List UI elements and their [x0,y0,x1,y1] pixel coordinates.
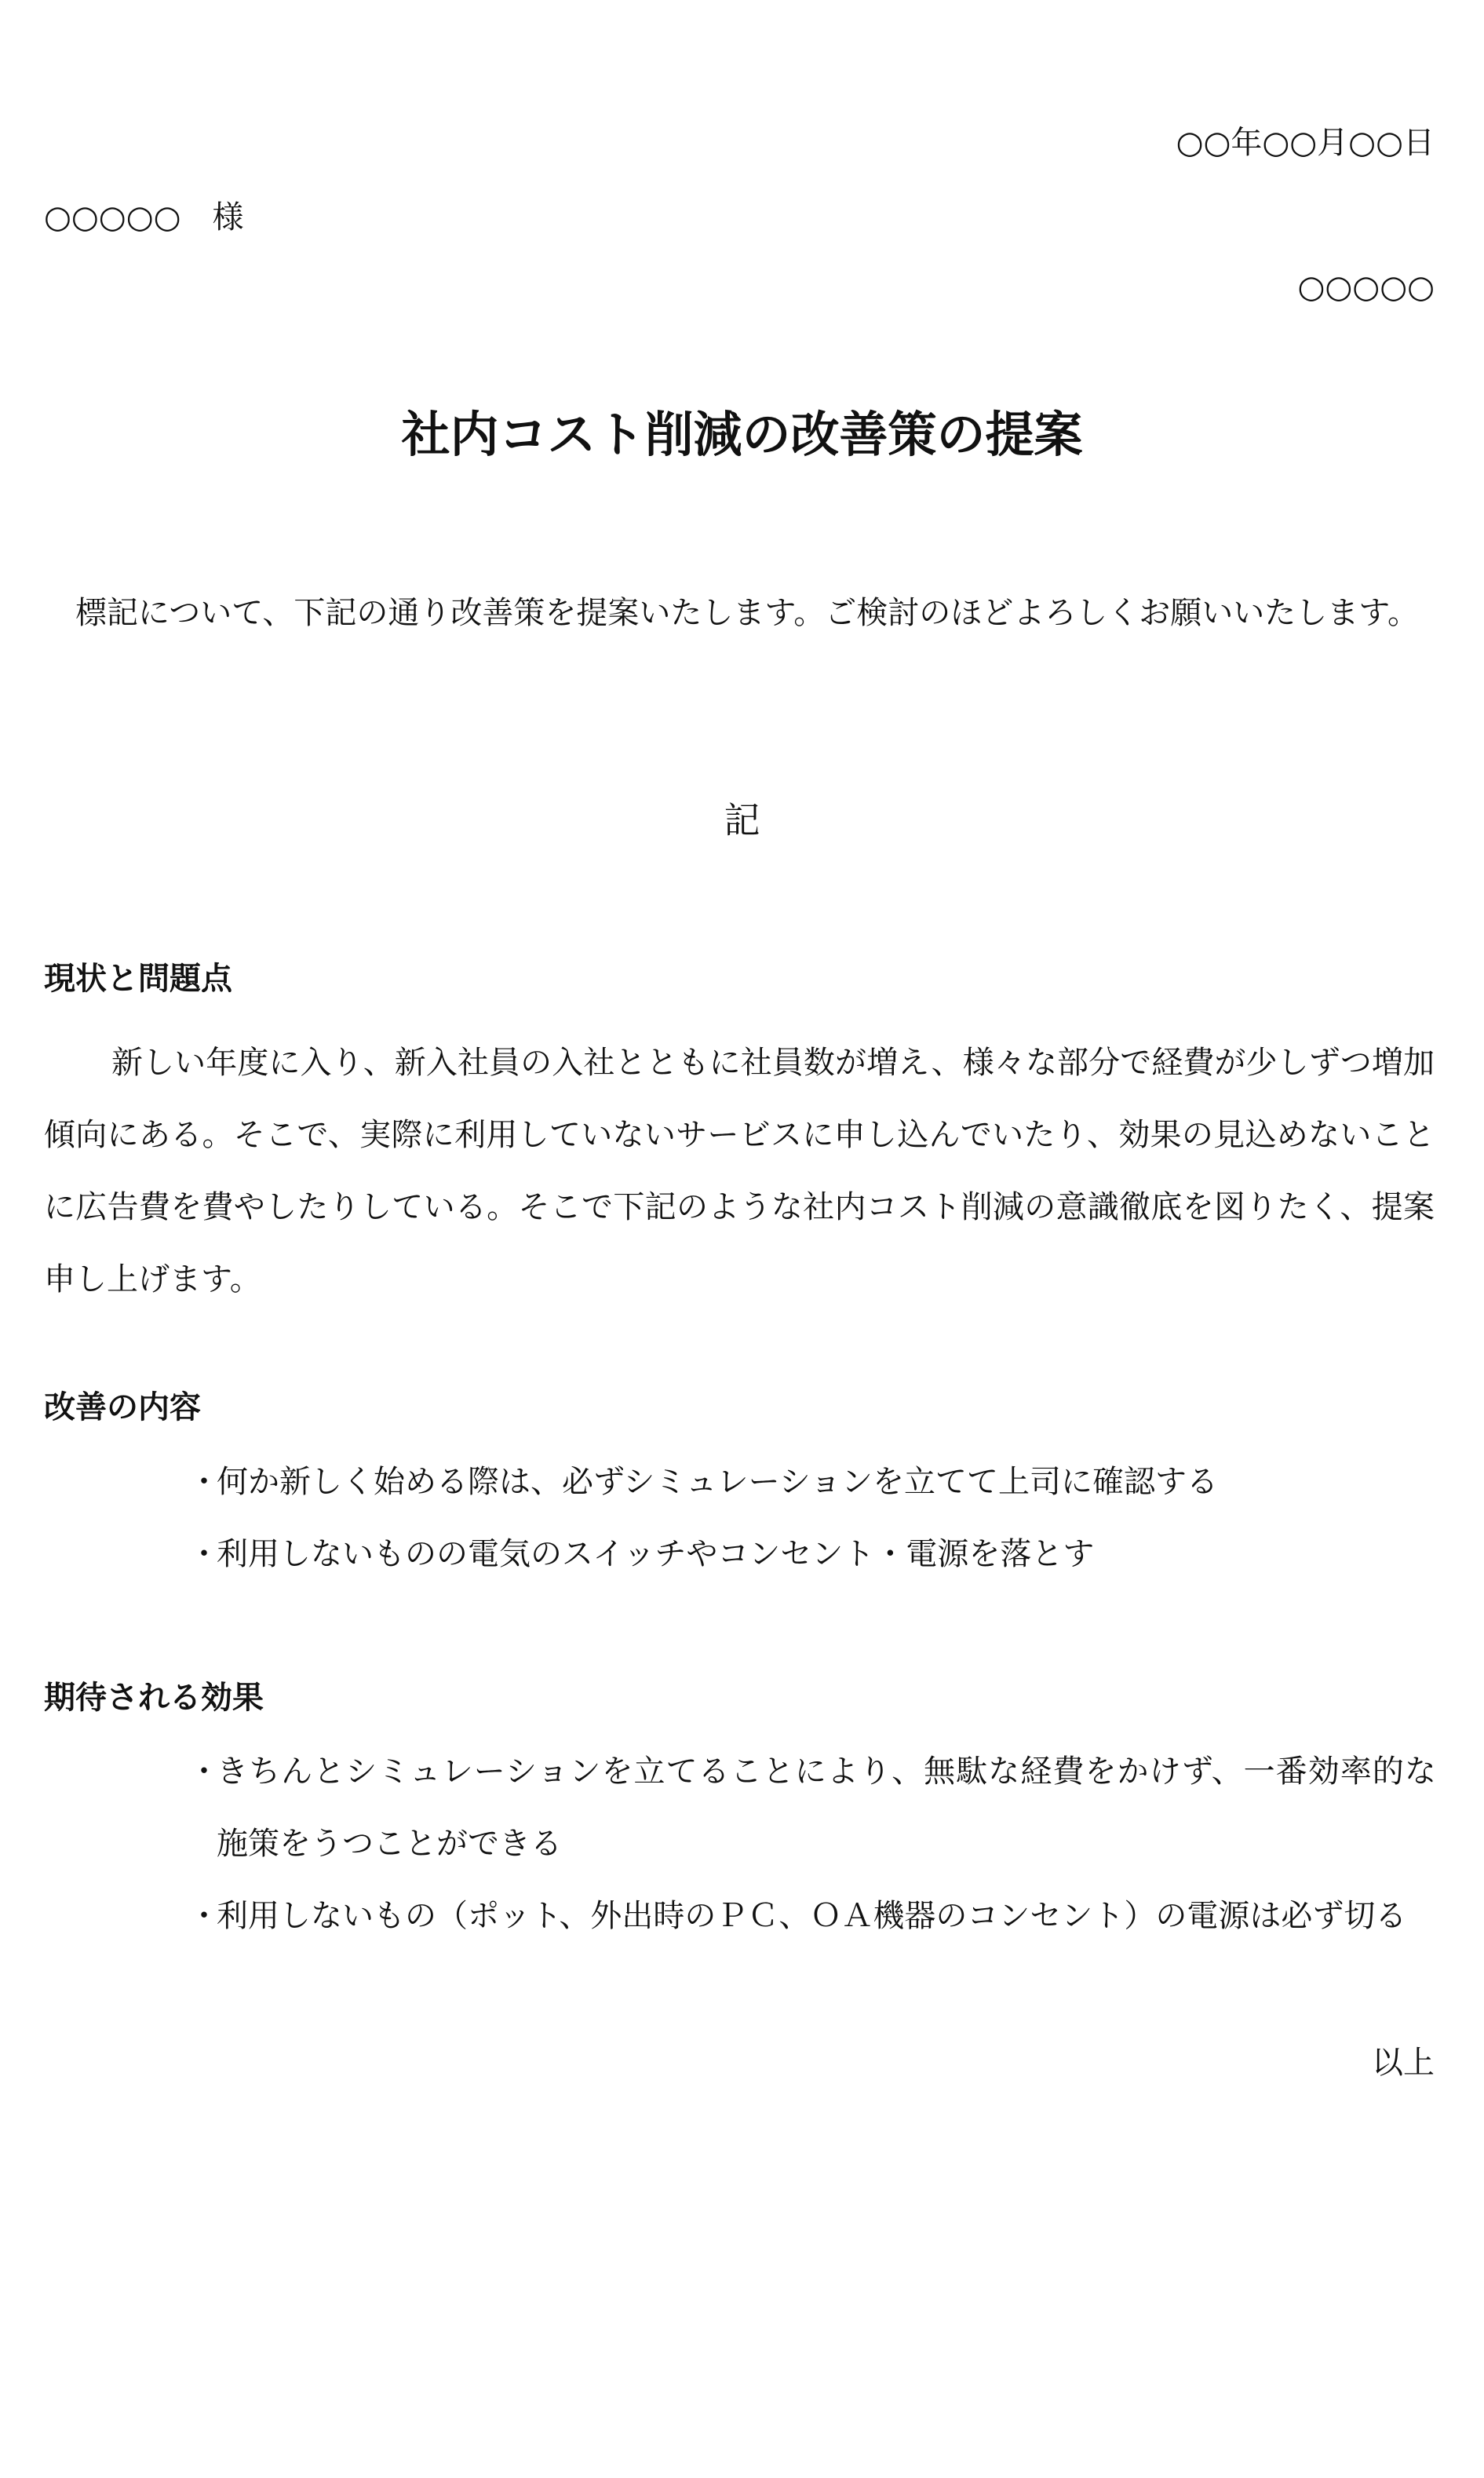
improvement-list [188,1446,1436,1590]
intro-paragraph: 標記について、下記の通り改善策を提案いたします。ご検討のほどよろしくお願いいたします。 [75,595,1419,631]
list-item [188,1446,1436,1518]
list-item [188,1518,1436,1590]
list-item-text: 利用しないもの（ポット、外出時のＰＣ、ＯＡ機器のコンセント）の電源は必ず切る [217,1898,1407,1934]
bullet-mark: ・ [188,1464,220,1500]
document-date: ○○年○○月○○日 [1176,125,1435,161]
list-item-text: きちんとシミュレーションを立てることにより、無駄な経費をかけず、一番効率的な施策をうつことができる [217,1754,1436,1862]
bullet-mark: ・ [188,1536,220,1572]
list-item-text: 何か新しく始める際は、必ずシミュレーションを立てて上司に確認する [217,1464,1218,1500]
document-title: 社内コスト削減の改善策の提案 [401,406,1083,463]
section-heading-current-issues: 現状と問題点 [44,960,232,997]
list-item [188,1735,1436,1880]
bullet-mark: ・ [188,1754,220,1790]
section-heading-expected-effects: 期待される効果 [44,1679,264,1716]
bullet-mark: ・ [188,1898,220,1934]
closing-text: 以上 [1372,2045,1435,2081]
expected-effects-list [188,1735,1436,1952]
list-item-text: 利用しないものの電気のスイッチやコンセント・電源を落とす [217,1536,1095,1572]
ki-marker: 記 [724,799,760,841]
list-item [188,1880,1436,1952]
sender-name: ○○○○○ [1297,269,1435,305]
section-heading-improvements: 改善の内容 [44,1389,201,1425]
recipient-name: ○○○○○ 様 [44,199,244,235]
current-issues-paragraph: 新しい年度に入り、新入社員の入社とともに社員数が増え、様々な部分で経費が少しずつ増加傾向にある。そこで、実際に利用していないサービスに申し込んでいたり、効果の見込めないことに広告費を費やしたりしている。そこで下記のような社内コスト削減の意識徹底を図りたく、提案申し上げます。 [44,1045,1435,1297]
